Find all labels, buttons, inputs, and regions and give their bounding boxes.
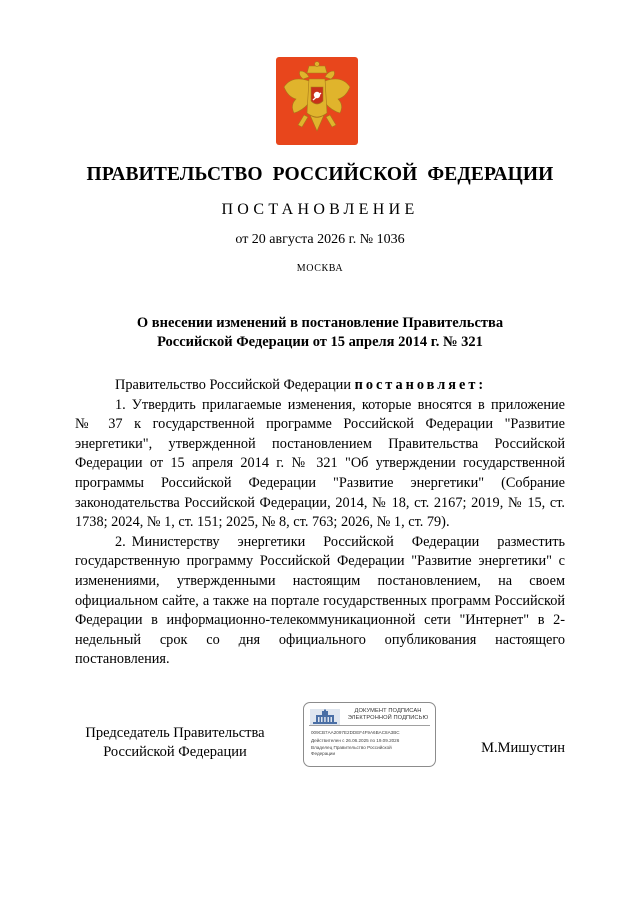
- stamp-divider: [309, 725, 430, 726]
- position-line-1: Председатель Правительства: [85, 725, 265, 741]
- subject-line-1: О внесении изменений в постановление Правительства: [136, 315, 504, 331]
- stamp-title-line-2: ЭЛЕКТРОННОЙ ПОДПИСЬЮ: [347, 715, 429, 721]
- subject-line-2: Российской Федерации от 15 апреля 2014 г. № 321: [157, 334, 483, 350]
- government-building-icon: [310, 709, 340, 725]
- signatory-position: [75, 724, 275, 762]
- document-type: ПОСТАНОВЛЕНИЕ: [221, 201, 419, 218]
- document-body: [75, 376, 565, 670]
- e-signature-stamp: [303, 702, 436, 767]
- document-date-number: от 20 августа 2026 г. № 1036: [235, 232, 405, 247]
- stamp-owner-line-2: Федерации: [311, 751, 336, 756]
- decree-word: постановляет:: [354, 377, 487, 393]
- coat-of-arms-icon: [276, 57, 358, 145]
- item-text: Министерству энергетики Российской Федерации разместить государственную программу Российской Федерации "Развитие энергетики" с изменениями, утвержденными настоящим постановлением, на своем официальном сайте, а также на портале государственных программ Российской Федерации в информационно-телекоммуникационной сети "Интернет" в 2-недельный срок со дня официального опубликования настоящего постановления.: [75, 533, 565, 668]
- stamp-validity: Действителен с 26.06.2025 по 19.09.2026: [311, 738, 400, 743]
- item-number: 1.: [115, 396, 126, 413]
- signatory-name: М.Мишустин: [481, 740, 565, 756]
- document-subject: [90, 314, 550, 352]
- position-line-2: Российской Федерации: [103, 744, 247, 760]
- list-item: [75, 533, 565, 670]
- item-text: Утвердить прилагаемые изменения, которые вносятся в приложение № 37 к государственной программе Российской Федерации "Развитие энергетики", утвержденной постановлением Правительства Российской Федерации от 15 апреля 2014 г. № 321 "Об утверждении государственной программы Российской Федерации "Развитие энергетики" (Собрание законодательства Российской Федерации, 2014, № 18, ст. 2167; 2019, № 15, ст. 1738; 2024, № 1, ст. 151; 2025, № 8, ст. 763; 2026, № 1, ст. 79).: [75, 396, 565, 531]
- item-number: 2.: [115, 533, 126, 550]
- stamp-owner-line-1: Владелец Правительство Российской: [311, 745, 392, 750]
- preamble-paragraph: [75, 376, 565, 396]
- government-title: ПРАВИТЕЛЬСТВО РОССИЙСКОЙ ФЕДЕРАЦИИ: [86, 164, 554, 185]
- stamp-title-line-1: ДОКУМЕНТ ПОДПИСАН: [354, 708, 422, 714]
- stamp-certificate: 009CB7AA2097E2DDEF4F9A6BAC8A3BC: [311, 730, 400, 735]
- stamp-title: [342, 708, 434, 722]
- list-item: [75, 396, 565, 533]
- document-city: МОСКВА: [296, 263, 344, 274]
- preamble-text: Правительство Российской Федерации: [115, 377, 355, 393]
